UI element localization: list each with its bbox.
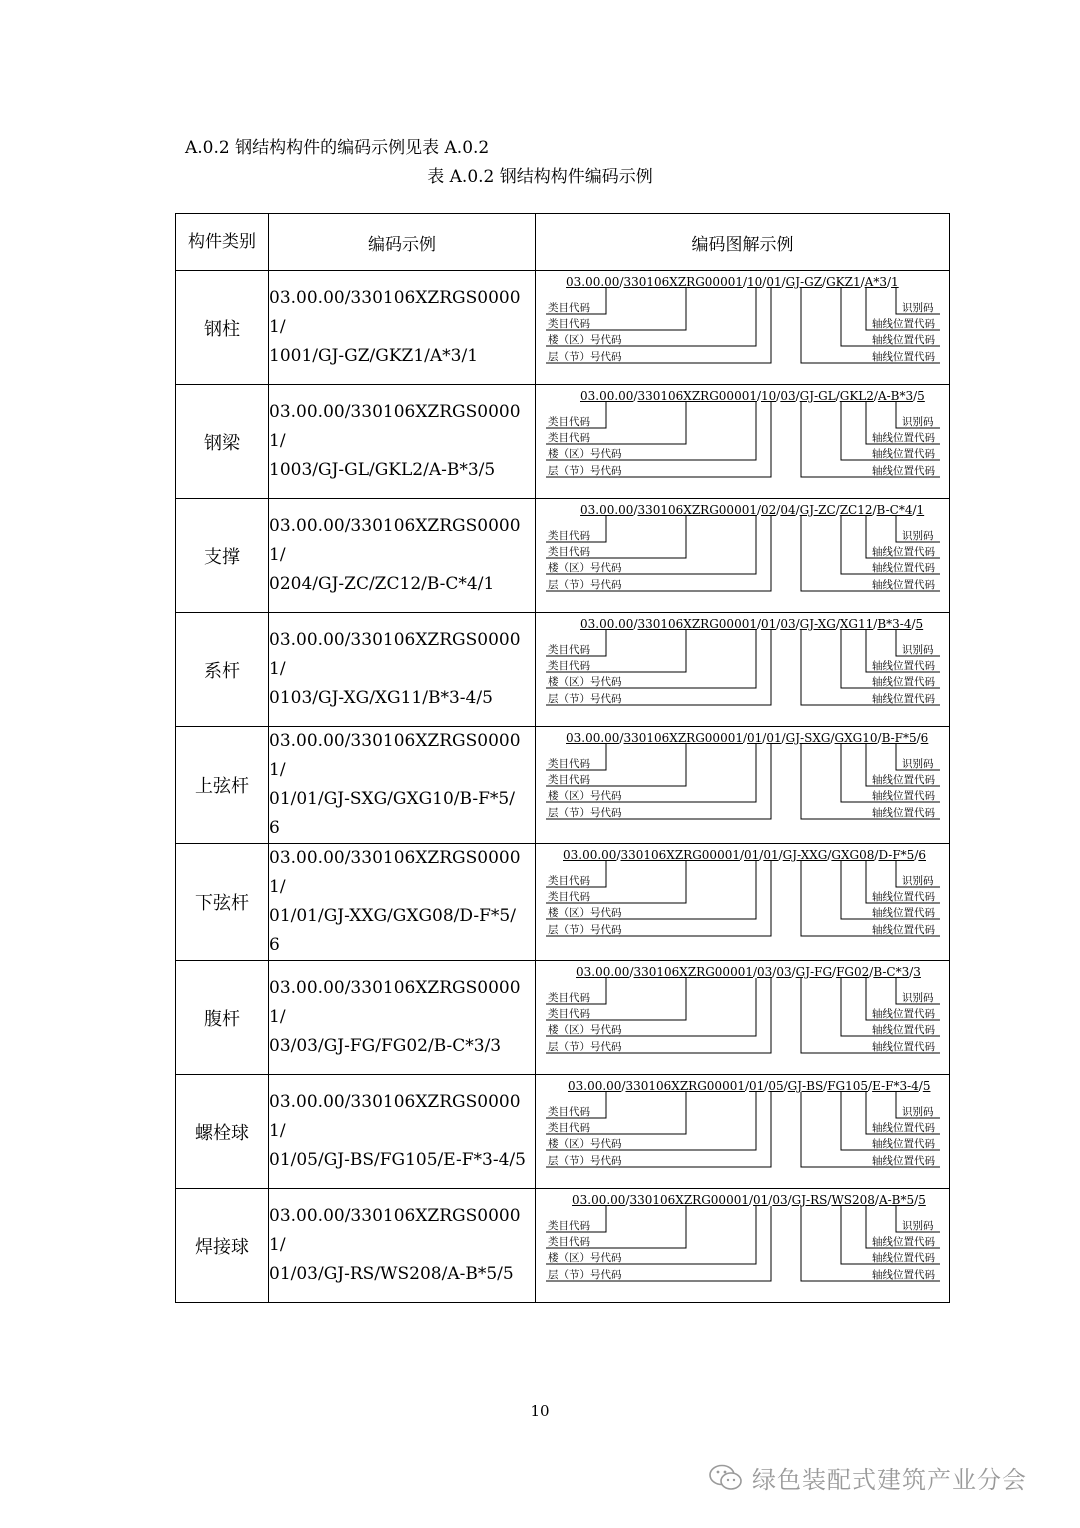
table-row [176,385,950,499]
diagram-label: 类目代码 [548,1008,590,1020]
code-segment: 1 [891,275,899,289]
code-segment: 03 [757,965,773,979]
code-separator: / [832,965,837,979]
diagram-label: 楼（区）号代码 [548,562,622,574]
code-separator: / [756,503,762,517]
code-example [269,613,536,727]
code-segment: WS208 [831,1193,875,1207]
diagram-label: 类目代码 [548,318,590,330]
code-separator: / [835,617,840,631]
code-separator: / [748,1193,754,1207]
diagram-label: 类目代码 [548,530,590,542]
code-separator: / [913,389,918,403]
diagram-label: 轴线位置代码 [872,1122,935,1134]
diagram-label: 类目代码 [548,774,590,786]
code-diagram [536,385,950,499]
code-segment: GKZ1 [826,275,861,289]
code-segment: 5 [918,1193,926,1207]
diagram-label: 层（节）号代码 [548,465,622,477]
code-separator: / [744,1079,750,1093]
code-separator: / [742,731,748,745]
code-separator: / [874,848,879,862]
diagram-label: 轴线位置代码 [872,790,935,802]
code-separator: / [778,848,783,862]
diagram-label: 轴线位置代码 [872,907,935,919]
code-segment: B*3-4 [877,617,912,631]
code-segment: D-F*5 [878,848,915,862]
code-segment: GJ-XG [799,617,836,631]
diagram-label: 类目代码 [548,432,590,444]
code-separator: / [781,731,786,745]
code-segment: 5 [922,1079,931,1093]
diagram-label: 轴线位置代码 [872,693,935,705]
code-separator: / [795,617,800,631]
code-segment: XG11 [839,617,874,631]
code-segment: GXG10 [834,731,878,745]
code-separator: / [787,1193,792,1207]
code-line: 03.00.00/330106XZRGS00001/ [269,978,521,1027]
code-separator: / [916,731,921,745]
code-separator: / [791,965,796,979]
diagram-label: 轴线位置代码 [872,924,935,936]
code-diagram [536,844,950,961]
header-code: 编码示例 [269,214,536,271]
diagram-label: 类目代码 [548,992,590,1004]
diagram-label: 类目代码 [548,1106,590,1118]
diagram-label: 轴线位置代码 [872,448,935,460]
code-segment: 01 [753,1193,769,1207]
diagram-label: 层（节）号代码 [548,924,622,936]
diagram-label: 轴线位置代码 [872,774,935,786]
code-line: 01/03/GJ-RS/WS208/A-B*5/5 [269,1264,514,1284]
code-separator: / [772,965,777,979]
diagram-label: 识别码 [902,530,934,542]
diagram-label: 轴线位置代码 [872,562,935,574]
code-segment: GJ-BS [787,1079,824,1093]
coding-table [175,213,950,1303]
code-separator: / [781,275,786,289]
diagram-label: 轴线位置代码 [872,1024,935,1036]
diagram-label: 楼（区）号代码 [548,448,622,460]
code-separator: / [914,1193,919,1207]
diagram-label: 轴线位置代码 [872,334,935,346]
component-type: 腹杆 [176,961,269,1075]
code-segment: FG105 [827,1079,869,1093]
code-diagram [536,1189,950,1303]
diagram-label: 楼（区）号代码 [548,1138,622,1150]
code-segment: 330106XZRG00001 [637,617,757,631]
code-segment: GJ-RS [791,1193,828,1207]
code-separator: / [823,1079,828,1093]
code-separator: / [886,275,892,289]
code-segment: A-B*3 [877,389,914,403]
code-example [269,1189,536,1303]
code-example [269,271,536,385]
diagram-label: 层（节）号代码 [548,351,622,363]
code-segment: GXG08 [831,848,875,862]
code-segment: 1 [916,503,925,517]
code-separator: / [914,848,919,862]
table-row [176,844,950,961]
code-separator: / [830,731,835,745]
code-line: 6 [269,935,280,955]
code-separator: / [822,275,827,289]
code-separator: / [776,503,781,517]
code-line: 03.00.00/330106XZRGS00001/ [269,402,521,451]
code-separator: / [752,965,758,979]
code-line: 1001/GJ-GZ/GKZ1/A*3/1 [269,346,479,366]
diagram-label: 类目代码 [548,644,590,656]
code-segment: 03.00.00 [572,1193,626,1207]
code-segment: GJ-FG [795,965,833,979]
code-separator: / [633,503,638,517]
code-line: 01/05/GJ-BS/FG105/E-F*3-4/5 [269,1150,526,1170]
diagram-label: 识别码 [902,302,934,314]
code-segment: 05 [768,1079,784,1093]
diagram-label: 轴线位置代码 [872,546,935,558]
code-separator: / [868,1079,873,1093]
code-example [269,385,536,499]
component-type: 支撑 [176,499,269,613]
code-segment: GJ-ZC [799,503,836,517]
code-separator: / [835,503,840,517]
code-separator: / [912,503,917,517]
diagram-label: 轴线位置代码 [872,318,935,330]
code-line: 03/03/GJ-FG/FG02/B-C*3/3 [269,1036,502,1056]
code-segment: 03.00.00 [580,503,634,517]
code-segment: 03 [772,1193,788,1207]
code-separator: / [776,389,781,403]
code-separator: / [756,617,762,631]
code-separator: / [764,1079,769,1093]
code-separator: / [835,389,840,403]
diagram-label: 识别码 [902,992,934,1004]
code-segment: 6 [918,848,926,862]
component-type: 下弦杆 [176,844,269,961]
code-segment: 10 [747,275,763,289]
code-segment: 10 [761,389,777,403]
code-separator: / [860,275,865,289]
code-separator: / [776,617,781,631]
code-separator: / [872,503,877,517]
code-line: 01/01/GJ-XXG/GXG08/D-F*5/ [269,906,516,926]
code-separator: / [619,275,624,289]
table-caption: 表 A.0.2 钢结构构件编码示例 [427,167,653,187]
code-line: 03.00.00/330106XZRGS00001/ [269,1206,521,1255]
wechat-icon [708,1463,744,1493]
code-segment: 03.00.00 [568,1079,622,1093]
diagram-label: 楼（区）号代码 [548,790,622,802]
code-example [269,844,536,961]
code-segment: 03.00.00 [580,617,634,631]
code-separator: / [742,275,748,289]
diagram-label: 识别码 [902,1106,934,1118]
diagram-label: 类目代码 [548,1122,590,1134]
code-segment: 330106XZRG00001 [637,389,757,403]
component-type: 上弦杆 [176,727,269,844]
code-example [269,961,536,1075]
diagram-label: 识别码 [902,758,934,770]
code-segment: 04 [780,503,796,517]
code-line: 01/01/GJ-SXG/GXG10/B-F*5/ [269,789,515,809]
header-diagram: 编码图解示例 [536,214,950,271]
code-line: 03.00.00/330106XZRGS00001/ [269,288,521,337]
diagram-label: 楼（区）号代码 [548,907,622,919]
code-segment: 03.00.00 [580,389,634,403]
code-separator: / [877,731,882,745]
diagram-label: 类目代码 [548,875,590,887]
code-segment: 03.00.00 [563,848,617,862]
code-separator: / [873,617,878,631]
code-separator: / [827,1193,832,1207]
table-row [176,271,950,385]
diagram-label: 轴线位置代码 [872,1138,935,1150]
code-example [269,499,536,613]
watermark-text: 绿色装配式建筑产业分会 [752,1466,1027,1494]
component-type: 钢柱 [176,271,269,385]
code-segment: 330106XZRG00001 [629,1193,749,1207]
watermark [708,1460,1027,1495]
diagram-label: 轴线位置代码 [872,1155,935,1167]
code-segment: 01 [766,275,782,289]
diagram-label: 楼（区）号代码 [548,1252,622,1264]
code-segment: 01 [761,617,777,631]
diagram-label: 楼（区）号代码 [548,334,622,346]
code-segment: B-C*3 [873,965,910,979]
code-segment: 03.00.00 [566,275,620,289]
code-segment: 330106XZRG00001 [637,503,757,517]
code-segment: 03 [780,389,796,403]
diagram-label: 层（节）号代码 [548,807,622,819]
code-separator: / [783,1079,788,1093]
code-segment: 3 [913,965,921,979]
code-segment: ZC12 [839,503,873,517]
diagram-label: 层（节）号代码 [548,1269,622,1281]
code-separator: / [759,848,764,862]
code-line: 6 [269,818,280,838]
diagram-label: 轴线位置代码 [872,465,935,477]
code-segment: 6 [920,731,929,745]
code-line: 03.00.00/330106XZRGS00001/ [269,630,521,679]
code-separator: / [633,617,638,631]
code-diagram [536,961,950,1075]
code-segment: 01 [747,731,763,745]
diagram-label: 层（节）号代码 [548,693,622,705]
code-segment: 03.00.00 [576,965,630,979]
code-separator: / [827,848,832,862]
diagram-label: 类目代码 [548,546,590,558]
code-separator: / [795,503,800,517]
component-type: 螺栓球 [176,1075,269,1189]
diagram-label: 楼（区）号代码 [548,1024,622,1036]
code-diagram [536,271,950,385]
diagram-label: 类目代码 [548,1220,590,1232]
code-separator: / [795,389,800,403]
table-header-row [176,214,950,271]
code-segment: 330106XZRG00001 [623,275,743,289]
diagram-label: 类目代码 [548,758,590,770]
table-row [176,727,950,844]
diagram-label: 识别码 [902,644,934,656]
diagram-label: 类目代码 [548,416,590,428]
diagram-label: 层（节）号代码 [548,1155,622,1167]
code-segment: 03.00.00 [566,731,620,745]
code-segment: 01 [744,848,760,862]
diagram-label: 类目代码 [548,891,590,903]
code-segment: 330106XZRG00001 [625,1079,745,1093]
code-line: 03.00.00/330106XZRGS00001/ [269,848,521,897]
diagram-label: 轴线位置代码 [872,891,935,903]
code-separator: / [762,731,767,745]
component-type: 钢梁 [176,385,269,499]
code-separator: / [768,1193,773,1207]
code-separator: / [756,389,762,403]
code-segment: 01 [766,731,782,745]
code-separator: / [625,1193,630,1207]
code-separator: / [633,389,638,403]
diagram-label: 轴线位置代码 [872,1269,935,1281]
code-segment: GJ-GL [799,389,836,403]
diagram-label: 轴线位置代码 [872,432,935,444]
header-type: 构件类别 [176,214,269,271]
code-diagram [536,1075,950,1189]
diagram-label: 轴线位置代码 [872,660,935,672]
code-segment: GKL2 [839,389,874,403]
code-separator: / [619,731,624,745]
code-segment: GJ-XXG [782,848,828,862]
table-row [176,499,950,613]
code-segment: 330106XZRG00001 [620,848,740,862]
code-line: 0103/GJ-XG/XG11/B*3-4/5 [269,688,493,708]
diagram-label: 识别码 [902,875,934,887]
diagram-label: 轴线位置代码 [872,676,935,688]
code-line: 03.00.00/330106XZRGS00001/ [269,516,521,565]
code-segment: GJ-GZ [785,275,823,289]
page-number: 10 [530,1402,550,1420]
code-segment: A*3 [864,275,887,289]
table-row [176,961,950,1075]
code-separator: / [911,617,916,631]
code-separator: / [616,848,621,862]
code-example [269,727,536,844]
diagram-label: 轴线位置代码 [872,1041,935,1053]
code-separator: / [869,965,874,979]
code-segment: 5 [915,617,924,631]
code-segment: A-B*5 [878,1193,915,1207]
code-separator: / [621,1079,626,1093]
code-segment: 01 [749,1079,765,1093]
code-separator: / [873,389,878,403]
code-segment: 5 [917,389,925,403]
diagram-label: 轴线位置代码 [872,1252,935,1264]
code-segment: 330106XZRG00001 [633,965,753,979]
component-type: 焊接球 [176,1189,269,1303]
code-separator: / [739,848,745,862]
code-line: 1003/GJ-GL/GKL2/A-B*3/5 [269,460,496,480]
code-line: 03.00.00/330106XZRGS00001/ [269,1092,521,1141]
diagram-label: 识别码 [902,416,934,428]
diagram-label: 层（节）号代码 [548,579,622,591]
code-separator: / [874,1193,879,1207]
diagram-label: 类目代码 [548,302,590,314]
code-line: 0204/GJ-ZC/ZC12/B-C*4/1 [269,574,495,594]
diagram-label: 轴线位置代码 [872,351,935,363]
table-row [176,613,950,727]
intro-text: A.0.2 钢结构构件的编码示例见表 A.0.2 [185,138,490,158]
code-example [269,1075,536,1189]
diagram-label: 层（节）号代码 [548,1041,622,1053]
code-segment: 02 [761,503,777,517]
code-segment: 01 [763,848,779,862]
diagram-label: 楼（区）号代码 [548,676,622,688]
code-segment: 330106XZRG00001 [623,731,743,745]
code-segment: B-C*4 [876,503,913,517]
code-separator: / [909,965,914,979]
component-type: 系杆 [176,613,269,727]
diagram-label: 类目代码 [548,660,590,672]
code-diagram [536,499,950,613]
diagram-label: 轴线位置代码 [872,1008,935,1020]
code-segment: 03 [776,965,792,979]
code-diagram [536,727,950,844]
diagram-label: 识别码 [902,1220,934,1232]
diagram-label: 轴线位置代码 [872,807,935,819]
code-segment: E-F*3-4 [872,1079,919,1093]
code-segment: 03 [780,617,796,631]
code-diagram [536,613,950,727]
code-segment: FG02 [836,965,870,979]
table-row [176,1075,950,1189]
table-row [176,1189,950,1303]
diagram-label: 轴线位置代码 [872,579,935,591]
code-line: 03.00.00/330106XZRGS00001/ [269,731,521,780]
code-separator: / [762,275,767,289]
code-segment: B-F*5 [881,731,917,745]
diagram-label: 轴线位置代码 [872,1236,935,1248]
code-separator: / [629,965,634,979]
code-separator: / [918,1079,923,1093]
diagram-label: 类目代码 [548,1236,590,1248]
code-segment: GJ-SXG [785,731,831,745]
